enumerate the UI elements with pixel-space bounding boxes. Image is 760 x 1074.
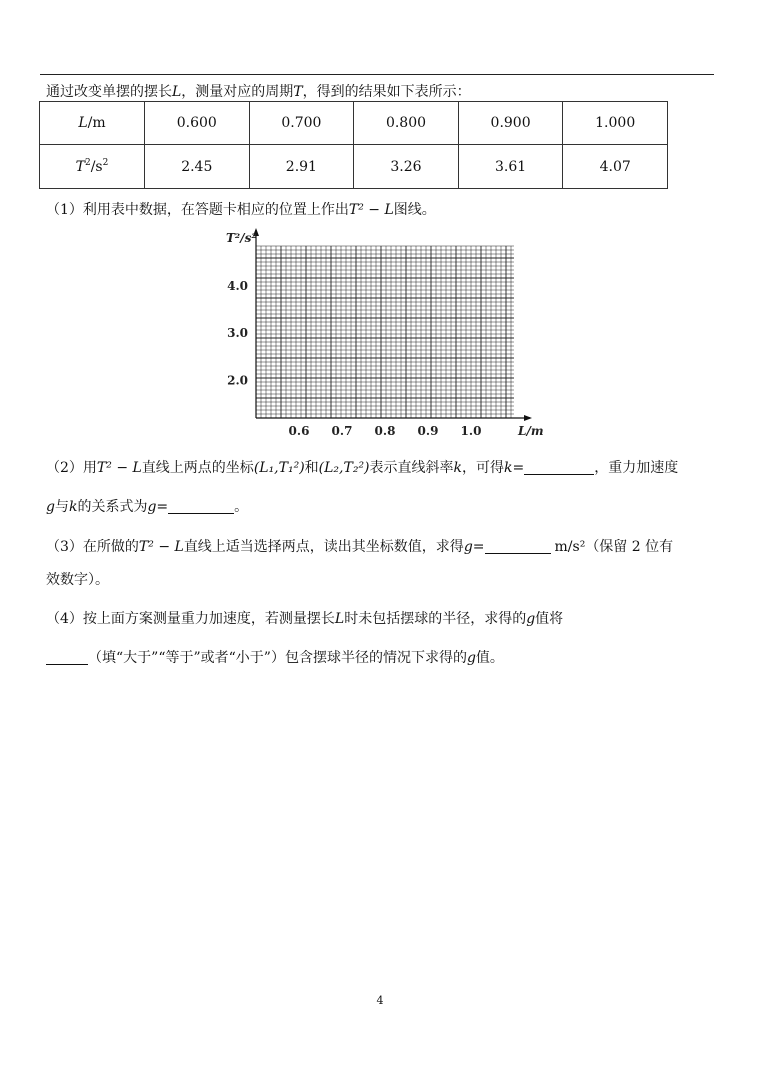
- q2-equals-2: =: [156, 499, 169, 515]
- table-header-length: L/m: [40, 102, 145, 145]
- q2-var-k: k: [453, 460, 463, 476]
- intro-var-L: L: [172, 84, 182, 100]
- table-cell: 0.600: [145, 102, 250, 145]
- q3-equals: =: [472, 539, 485, 555]
- top-rule: [40, 74, 714, 75]
- q1-text-a: （1）利用表中数据，在答题卡相应的位置上作出: [46, 202, 349, 218]
- x-axis-arrow: [524, 415, 532, 421]
- table-cell: 3.26: [354, 145, 459, 189]
- question-2-line-2: [46, 497, 248, 517]
- x-axis-label: L/m: [518, 424, 544, 438]
- x-tick-label: 0.9: [417, 424, 439, 438]
- page-number: 4: [376, 994, 384, 1007]
- table-cell: 0.700: [249, 102, 354, 145]
- q2-var-k3: k: [68, 499, 78, 515]
- intro-var-T: T: [293, 84, 303, 100]
- table-cell: 4.07: [563, 145, 668, 189]
- answer-blank-comparison[interactable]: [46, 650, 88, 665]
- question-3-line-1: [46, 537, 673, 557]
- graph-paper-chart: [208, 222, 544, 448]
- q4-text-c: 值将: [535, 611, 564, 627]
- table-header-period: $T^2/s^2$: [40, 145, 145, 189]
- q4-text-e: 值。: [475, 650, 504, 666]
- q3-text-a: （3）在所做的: [46, 539, 139, 555]
- q2-text-b: 直线上两点的坐标: [141, 460, 254, 476]
- q4-text-b: 时未包括摆球的半径，求得的: [344, 611, 527, 627]
- q4-var-g2: g: [466, 650, 476, 666]
- table-row-period: [40, 145, 668, 189]
- intro-part-1: 通过改变单摆的摆长: [46, 84, 172, 100]
- q3-text-c: （保留 2 位有: [585, 539, 674, 555]
- x-tick-label: 0.8: [374, 424, 396, 438]
- q2-text-c: 和: [304, 460, 319, 476]
- q3-var-g: g: [463, 539, 473, 555]
- q2-point-2: (L₂,T₂²): [318, 460, 370, 476]
- intro-text: [46, 82, 471, 102]
- q2-var-g2: g: [147, 499, 157, 515]
- y-tick-label: 3.0: [227, 326, 248, 341]
- q2-var-g: g: [46, 499, 55, 515]
- q3-text-d: 效数字）。: [46, 572, 109, 588]
- x-tick-label: 0.7: [331, 424, 353, 438]
- q3-expr: T² − L: [138, 539, 184, 555]
- q3-text-b: 直线上适当选择两点，读出其坐标数值，求得: [183, 539, 464, 555]
- answer-blank-g-value[interactable]: [485, 539, 551, 554]
- intro-part-3: ，得到的结果如下表所示：: [302, 84, 471, 100]
- y-tick-label: 2.0: [227, 373, 248, 388]
- data-table: [39, 101, 668, 189]
- x-tick-label: 0.6: [288, 424, 310, 438]
- y-tick-label: 4.0: [227, 279, 248, 294]
- q3-unit: m/s²: [554, 539, 586, 555]
- table-cell: 1.000: [563, 102, 668, 145]
- q2-text-f: ，重力加速度: [594, 460, 679, 476]
- q2-text-e: ，可得: [462, 460, 505, 476]
- table-cell: 2.91: [249, 145, 354, 189]
- x-tick-label: 1.0: [460, 424, 482, 438]
- answer-blank-k[interactable]: [524, 460, 594, 475]
- q2-text-i: 的关系式为: [77, 499, 148, 515]
- q2-text-a: （2）用: [46, 460, 97, 476]
- q4-text-d: （填“大于”“等于”或者“小于”）包含摆球半径的情况下求得的: [88, 650, 467, 666]
- table-cell: 0.900: [458, 102, 563, 145]
- question-4-line-2: [46, 648, 504, 668]
- table-row-length: [40, 102, 668, 145]
- question-3-line-2: [46, 570, 109, 590]
- q2-equals: =: [512, 460, 525, 476]
- q2-point-1: (L₁,T₁²): [253, 460, 305, 476]
- y-axis-label: T²/s²: [226, 231, 257, 245]
- answer-blank-g-formula[interactable]: [168, 499, 234, 514]
- question-4-line-1: [46, 609, 563, 629]
- q2-text-h: 与: [54, 499, 69, 515]
- q2-text-j: 。: [234, 499, 249, 515]
- q2-var-k2: k: [504, 460, 513, 476]
- chart-svg: [208, 222, 544, 448]
- q4-text-a: （4）按上面方案测量重力加速度，若测量摆长: [46, 611, 335, 627]
- table-cell: 3.61: [458, 145, 563, 189]
- q4-var-g: g: [526, 611, 536, 627]
- q1-expr: T² − L: [348, 202, 394, 218]
- q1-text-b: 图线。: [393, 202, 436, 218]
- table-cell: 0.800: [354, 102, 459, 145]
- question-1: [46, 200, 436, 220]
- table-cell: 2.45: [145, 145, 250, 189]
- q2-text-d: 表示直线斜率: [369, 460, 454, 476]
- q2-expr: T² − L: [96, 460, 142, 476]
- q4-var-L: L: [334, 611, 345, 627]
- question-2-line-1: [46, 458, 678, 478]
- intro-part-2: ，测量对应的周期: [181, 84, 294, 100]
